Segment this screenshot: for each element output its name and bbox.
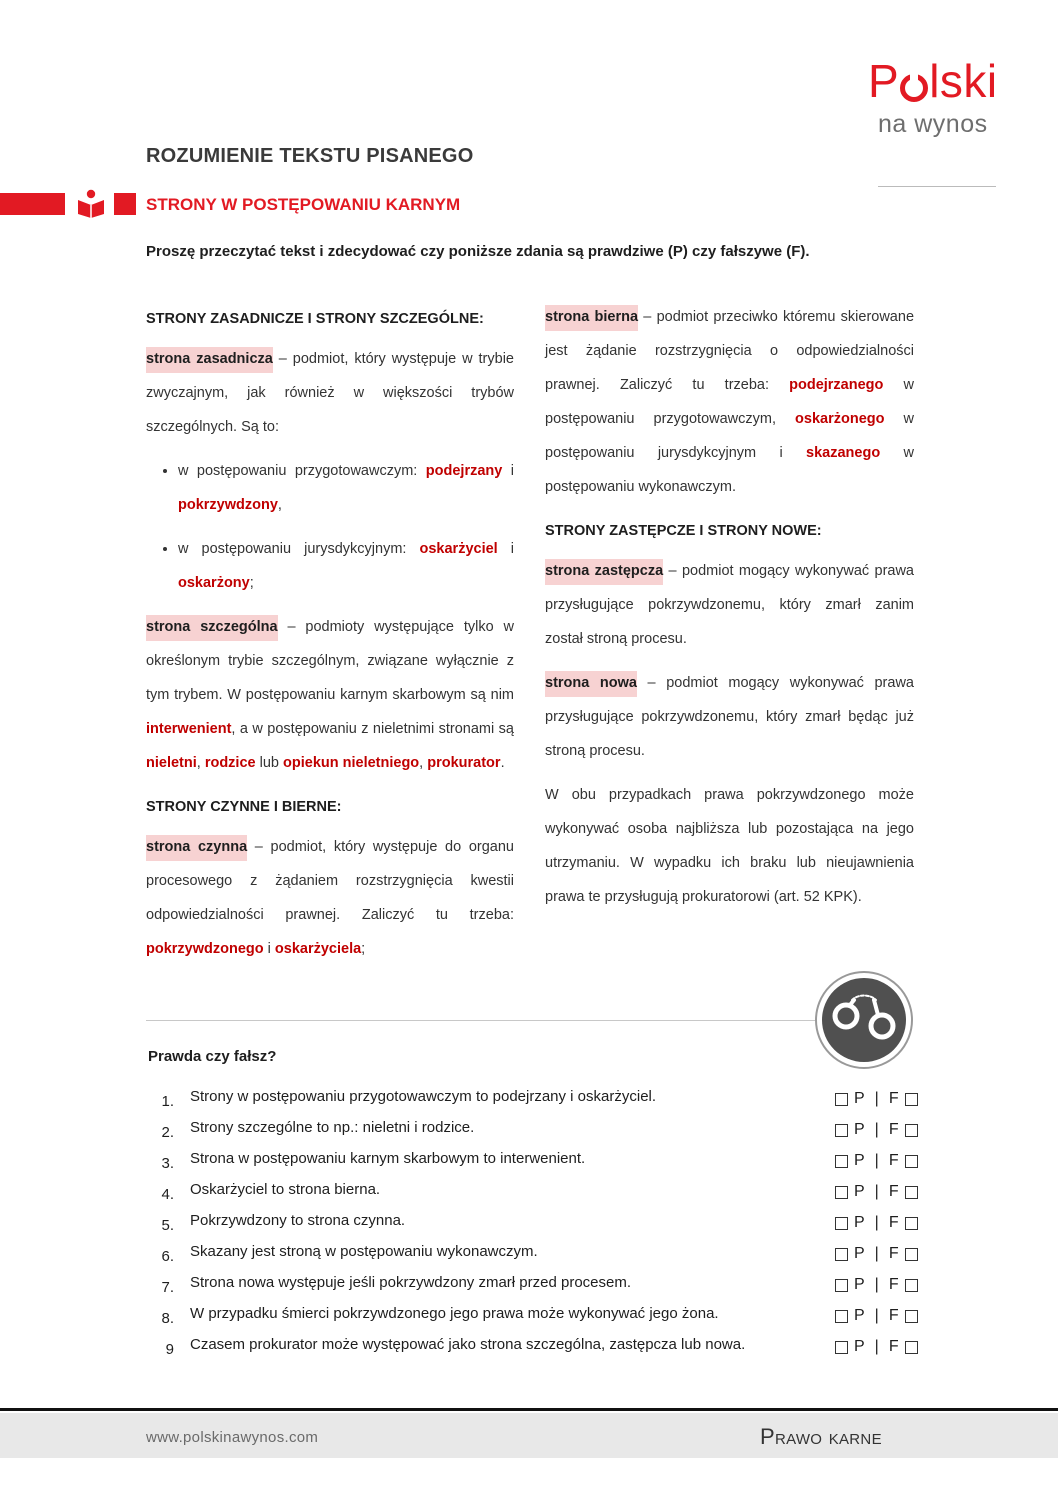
label-f: F: [888, 1307, 899, 1324]
true-false-choice: [835, 1338, 918, 1356]
keyword: interwenient: [146, 721, 232, 737]
true-false-choice: [835, 1276, 918, 1294]
keyword: podejrzanego: [789, 377, 884, 393]
label-f: F: [888, 1245, 899, 1262]
separator: |: [874, 1214, 879, 1231]
label-p: P: [854, 1152, 865, 1169]
quiz-item-number: 7.: [161, 1279, 174, 1296]
logo-o-ring: [900, 74, 928, 102]
separator: |: [874, 1276, 879, 1293]
quiz-item-text: W przypadku śmierci pokrzywdzonego jego prawa może wykonywać jego żona.: [190, 1305, 719, 1322]
term-strona-zastepcza: strona zastępcza: [545, 559, 663, 585]
paragraph-strona-bierna: [545, 300, 914, 504]
quiz-item-text: Strony szczególne to np.: nieletni i rodzice.: [190, 1119, 475, 1136]
checkbox-true[interactable]: [835, 1279, 848, 1292]
label-p: P: [854, 1183, 865, 1200]
label-f: F: [888, 1152, 899, 1169]
checkbox-false[interactable]: [905, 1248, 918, 1261]
definition-text: , a w postępowaniu z nieletnimi stronami są: [231, 721, 514, 737]
text-column-right: [545, 300, 914, 924]
accent-bar-mid: [114, 193, 136, 215]
keyword: podejrzany: [425, 463, 503, 479]
logo-wordmark: [868, 55, 1008, 107]
bullet-text: i: [497, 541, 514, 557]
true-false-choice: [835, 1121, 918, 1139]
keyword: skazanego: [806, 445, 881, 461]
quiz-item-number: 4.: [161, 1186, 174, 1203]
keyword: nieletni: [146, 755, 197, 771]
checkbox-true[interactable]: [835, 1155, 848, 1168]
logo-word-end: lski: [929, 55, 998, 107]
bullet-list-parties: [146, 454, 514, 600]
brand-logo: [868, 55, 1008, 139]
quiz-item: [150, 1083, 940, 1114]
logo-divider: [878, 186, 996, 187]
keyword: opiekun nieletniego: [283, 755, 420, 771]
separator: |: [874, 1152, 879, 1169]
checkbox-false[interactable]: [905, 1341, 918, 1354]
page-title: ROZUMIENIE TEKSTU PISANEGO: [146, 145, 474, 167]
text-column-left: [146, 302, 514, 976]
paragraph-closing: W obu przypadkach prawa pokrzywdzonego może wykonywać osoba najbliższa lub pozostająca na jego utrzymaniu. W wypadku ich braku lub nieujawnienia prawa te przysługują prokuratorowi (art. 52 KPK).: [545, 787, 914, 905]
quiz-item: [150, 1176, 940, 1207]
paragraph-strona-szczegolna: [146, 610, 514, 780]
definition-text: – podmiot przeciwko któremu skierowane jest żądanie rozstrzygnięcia o odpowiedzialności prawnej. Zaliczyć tu trzeba:: [545, 309, 915, 393]
definition-text: ,: [196, 755, 205, 771]
label-p: P: [854, 1338, 865, 1355]
definition-text: w postępowaniu przygotowawczym,: [545, 377, 914, 427]
bullet-text: w postępowaniu jurysdykcyjnym:: [178, 541, 420, 557]
checkbox-true[interactable]: [835, 1341, 848, 1354]
keyword: oskarżonego: [795, 411, 885, 427]
footer-subject: Prawo karne: [760, 1424, 882, 1449]
checkbox-true[interactable]: [835, 1124, 848, 1137]
quiz-item-text: Strona w postępowaniu karnym skarbowym to interwenient.: [190, 1150, 586, 1167]
term-strona-czynna: strona czynna: [146, 835, 247, 861]
checkbox-false[interactable]: [905, 1093, 918, 1106]
definition-text: i: [263, 941, 275, 957]
quiz-item-text: Skazany jest stroną w postępowaniu wykonawczym.: [190, 1243, 538, 1260]
separator: |: [874, 1245, 879, 1262]
label-p: P: [854, 1121, 865, 1138]
label-p: P: [854, 1245, 865, 1262]
checkbox-true[interactable]: [835, 1217, 848, 1230]
checkbox-false[interactable]: [905, 1279, 918, 1292]
true-false-choice: [835, 1183, 918, 1201]
paragraph-strona-nowa: [545, 666, 914, 768]
quiz-title: Prawda czy fałsz?: [148, 1048, 277, 1065]
separator: |: [874, 1090, 879, 1107]
accent-bar-left: [0, 193, 65, 215]
keyword: pokrzywdzony: [178, 497, 278, 513]
list-item: [178, 454, 514, 522]
quiz-item-text: Pokrzywdzony to strona czynna.: [190, 1212, 406, 1229]
bullet-text: ,: [277, 497, 282, 513]
quiz-item: [150, 1238, 940, 1269]
quiz-item: [150, 1331, 940, 1362]
quiz-item-number: 9: [165, 1341, 174, 1358]
quiz-item: [150, 1145, 940, 1176]
separator: |: [874, 1338, 879, 1355]
quiz-item-number: 2.: [161, 1124, 174, 1141]
label-p: P: [854, 1214, 865, 1231]
logo-letter-p: P: [868, 55, 900, 107]
label-f: F: [888, 1121, 899, 1138]
keyword: oskarżony: [178, 575, 250, 591]
quiz-item-text: Czasem prokurator może występować jako strona szczególna, zastępcza lub nowa.: [190, 1336, 746, 1353]
bullet-text: w postępowaniu przygotowawczym:: [178, 463, 426, 479]
checkbox-false[interactable]: [905, 1310, 918, 1323]
paragraph-strona-czynna: [146, 830, 514, 966]
term-strona-zasadnicza: strona zasadnicza: [146, 347, 273, 373]
label-p: P: [854, 1307, 865, 1324]
checkbox-false[interactable]: [905, 1124, 918, 1137]
checkbox-true[interactable]: [835, 1248, 848, 1261]
true-false-choice: [835, 1152, 918, 1170]
keyword: oskarżyciela: [274, 941, 362, 957]
label-f: F: [888, 1338, 899, 1355]
definition-text: w postępowaniu jurysdykcyjnym i: [545, 411, 914, 461]
instruction-text: Proszę przeczytać tekst i zdecydować czy poniższe zdania są prawdziwe (P) czy fałszywe (F).: [146, 243, 810, 260]
section-divider: [146, 1020, 818, 1021]
quiz-item: [150, 1300, 940, 1331]
definition-text: – podmiot, który występuje do organu procesowego z żądaniem rozstrzygnięcia kwestii odpowiedzialności prawnej. Zaliczyć tu trzeba:: [146, 839, 514, 923]
term-strona-nowa: strona nowa: [545, 671, 637, 697]
definition-text: .: [500, 755, 505, 771]
list-item: [178, 532, 514, 600]
true-false-choice: [835, 1245, 918, 1263]
label-p: P: [854, 1276, 865, 1293]
keyword: prokurator: [427, 755, 501, 771]
true-false-choice: [835, 1214, 918, 1232]
term-strona-szczegolna: strona szczególna: [146, 615, 278, 641]
logo-subtitle: na wynos: [878, 110, 988, 138]
quiz-item: [150, 1269, 940, 1300]
term-strona-bierna: strona bierna: [545, 305, 638, 331]
quiz-list: [150, 1083, 940, 1362]
heading-zastepcze-nowe: STRONY ZASTĘPCZE I STRONY NOWE:: [545, 523, 822, 539]
footer-rule: [0, 1408, 1058, 1411]
checkbox-false[interactable]: [905, 1186, 918, 1199]
checkbox-false[interactable]: [905, 1155, 918, 1168]
keyword: rodzice: [204, 755, 256, 771]
definition-text: – podmiot mogący wykonywać prawa przysługujące pokrzywdzonemu, który zmarł zanim został stroną procesu.: [545, 563, 914, 647]
separator: |: [874, 1307, 879, 1324]
open-book-icon: [76, 188, 106, 218]
bullet-text: ;: [249, 575, 254, 591]
paragraph-strona-zastepcza: [545, 554, 914, 656]
definition-text: lub: [255, 755, 284, 771]
definition-text: ;: [361, 941, 366, 957]
checkbox-true[interactable]: [835, 1310, 848, 1323]
definition-text: – podmiot, który występuje w trybie zwyczajnym, jak również w większości trybów szczególnych. Są to:: [146, 351, 514, 435]
label-f: F: [888, 1276, 899, 1293]
label-f: F: [888, 1183, 899, 1200]
paragraph-strona-zasadnicza: [146, 342, 514, 444]
definition-text: ,: [419, 755, 428, 771]
keyword: pokrzywdzonego: [146, 941, 264, 957]
true-false-choice: [835, 1307, 918, 1325]
footer-url: www.polskinawynos.com: [146, 1429, 319, 1446]
heading-zasadnicze-szczegolne: STRONY ZASADNICZE I STRONY SZCZEGÓLNE:: [146, 311, 484, 327]
quiz-item-text: Strona nowa występuje jeśli pokrzywdzony zmarł przed procesem.: [190, 1274, 632, 1291]
bullet-text: i: [502, 463, 514, 479]
checkbox-true[interactable]: [835, 1186, 848, 1199]
checkbox-true[interactable]: [835, 1093, 848, 1106]
section-title: STRONY W POSTĘPOWANIU KARNYM: [146, 195, 461, 214]
label-f: F: [888, 1090, 899, 1107]
quiz-item-number: 6.: [161, 1248, 174, 1265]
handcuffs-icon: [822, 978, 906, 1062]
checkbox-false[interactable]: [905, 1217, 918, 1230]
separator: |: [874, 1121, 879, 1138]
quiz-item: [150, 1207, 940, 1238]
quiz-item: [150, 1114, 940, 1145]
quiz-item-number: 1.: [161, 1093, 174, 1110]
quiz-item-number: 3.: [161, 1155, 174, 1172]
definition-text: w postępowaniu wykonawczym.: [545, 445, 914, 495]
quiz-item-number: 8.: [161, 1310, 174, 1327]
heading-czynne-bierne: STRONY CZYNNE I BIERNE:: [146, 799, 342, 815]
definition-text: – podmioty występujące tylko w określonym trybie szczególnym, związane wyłącznie z tym trybem. W postępowaniu karnym skarbowym są nim: [146, 619, 514, 703]
label-p: P: [854, 1090, 865, 1107]
quiz-item-text: Oskarżyciel to strona bierna.: [190, 1181, 381, 1198]
separator: |: [874, 1183, 879, 1200]
label-f: F: [888, 1214, 899, 1231]
quiz-item-number: 5.: [161, 1217, 174, 1234]
quiz-item-text: Strony w postępowaniu przygotowawczym to podejrzany i oskarżyciel.: [190, 1088, 657, 1105]
true-false-choice: [835, 1090, 918, 1108]
definition-text: – podmiot mogący wykonywać prawa przysługujące pokrzywdzonemu, który zmarł będąc już stroną procesu.: [545, 675, 914, 759]
keyword: oskarżyciel: [419, 541, 498, 557]
